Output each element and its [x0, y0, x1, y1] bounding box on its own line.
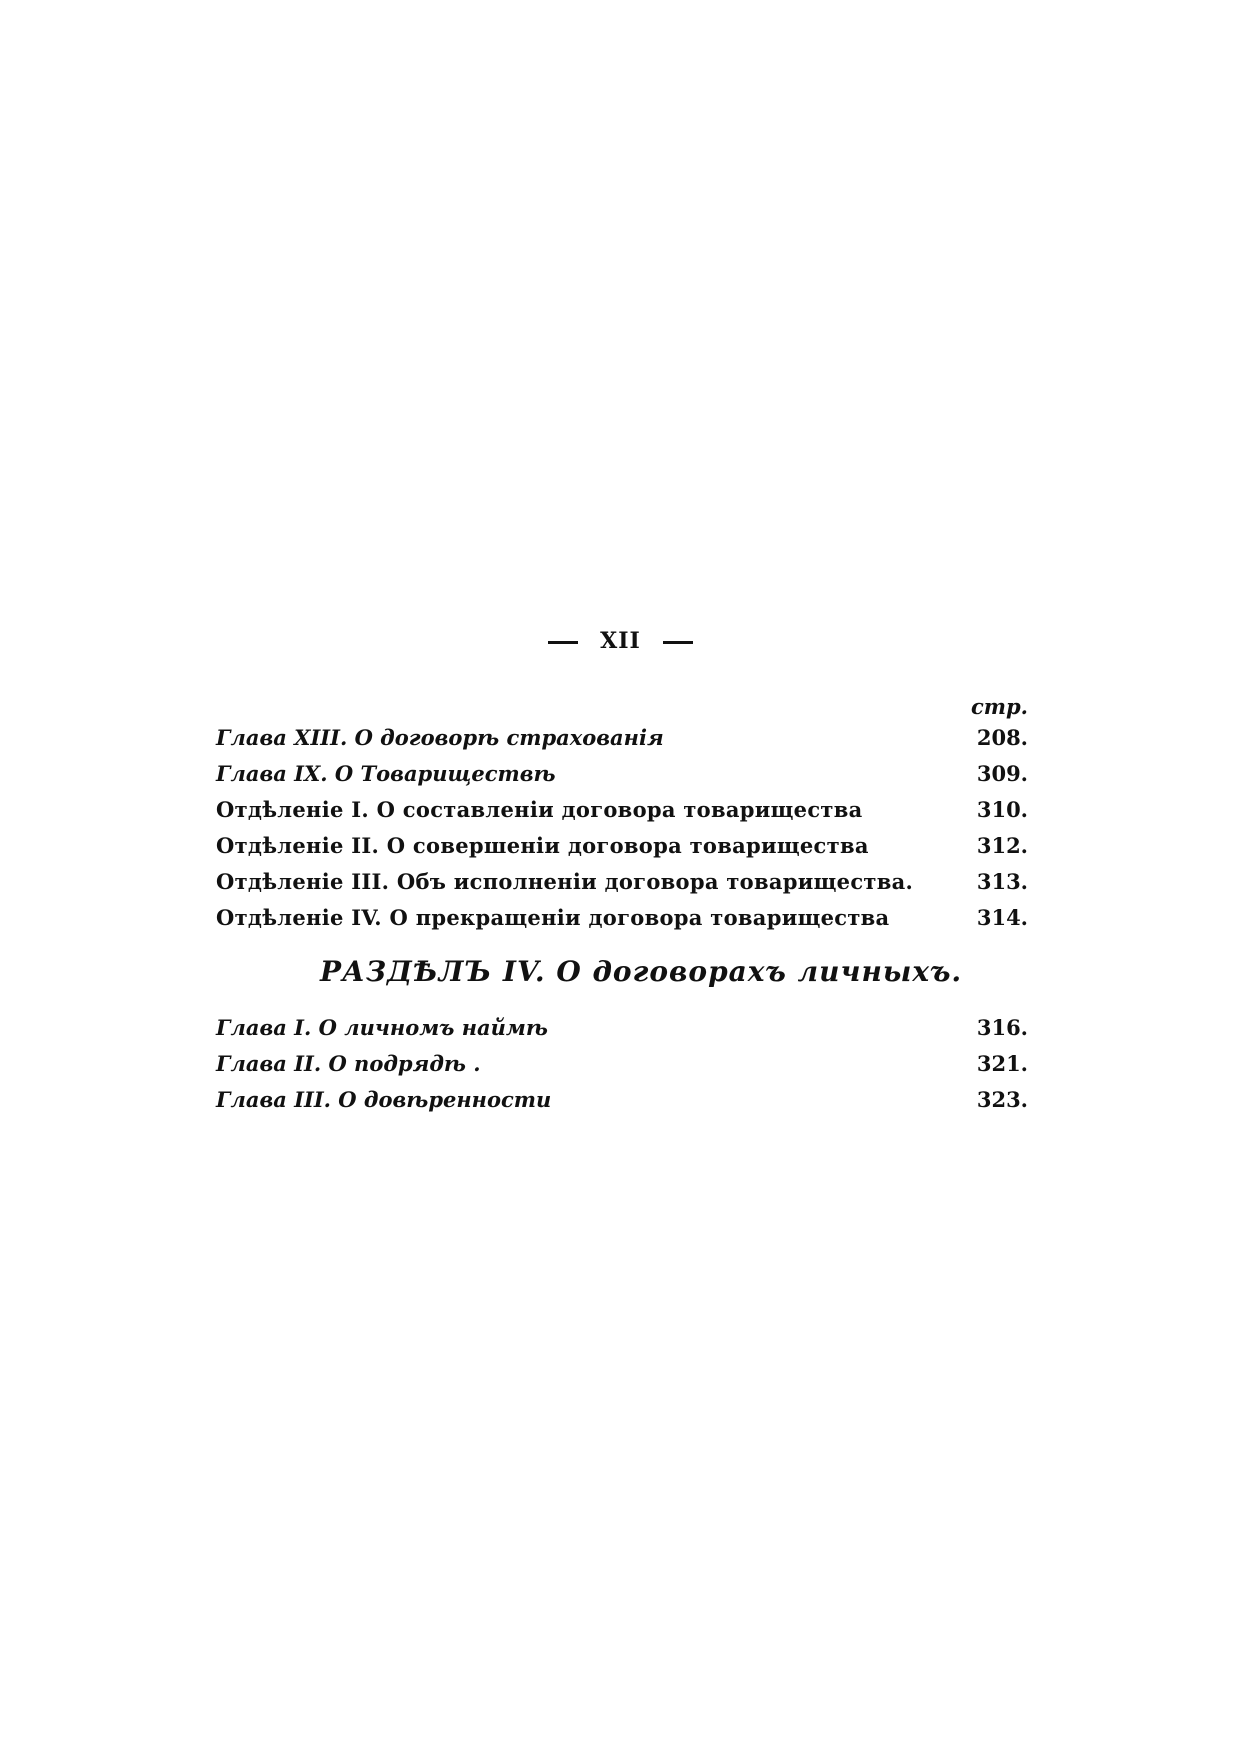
toc-block-chapters: [216, 720, 1028, 936]
toc-entry-title: Отдѣленіе II. О совершеніи договора товарищества: [216, 833, 869, 858]
toc-entry-page: 208.: [976, 725, 1028, 750]
toc-row: [216, 792, 1028, 828]
toc-entry-page: 323.: [976, 1087, 1028, 1112]
section-heading: РАЗДѢЛЪ IV. О договорахъ личныхъ.: [320, 955, 963, 988]
page-number: XII: [600, 628, 641, 654]
toc-entry-page: 313.: [976, 869, 1028, 894]
toc-row: [216, 756, 1028, 792]
toc-entry-page: 316.: [976, 1015, 1028, 1040]
toc-entry-title: Отдѣленіе III. Объ исполненіи договора товарищества.: [216, 869, 914, 894]
toc-row: [216, 1010, 1028, 1046]
toc-row: [216, 1046, 1028, 1082]
toc-entry-page: 312.: [976, 833, 1028, 858]
page-column-label: стр.: [970, 694, 1028, 719]
toc-row: [216, 900, 1028, 936]
toc-entry-title: Отдѣленіе IV. О прекращеніи договора товарищества: [216, 905, 890, 930]
toc-entry-title: Глава I. О личномъ наймѣ: [216, 1015, 548, 1040]
toc-row: [216, 720, 1028, 756]
toc-row: [216, 864, 1028, 900]
toc-entry-page: 310.: [976, 797, 1028, 822]
toc-entry-page: 321.: [976, 1051, 1028, 1076]
toc-entry-page: 309.: [976, 761, 1028, 786]
toc-block-section-iv: [216, 1010, 1028, 1118]
toc-entry-title: Глава IX. О Товариществѣ: [216, 761, 556, 786]
toc-entry-page: 314.: [976, 905, 1028, 930]
toc-row: [216, 828, 1028, 864]
header-dash-left: [548, 641, 578, 644]
toc-entry-title: Отдѣленіе I. О составленіи договора товарищества: [216, 797, 863, 822]
toc-entry-title: Глава XIII. О договорѣ страхованія: [216, 725, 664, 750]
toc-entry-title: Глава III. О довѣренности: [216, 1087, 552, 1112]
toc-entry-title: Глава II. О подрядѣ .: [216, 1051, 481, 1076]
toc-row: [216, 1082, 1028, 1118]
page-header: [0, 628, 1241, 654]
header-dash-right: [663, 641, 693, 644]
